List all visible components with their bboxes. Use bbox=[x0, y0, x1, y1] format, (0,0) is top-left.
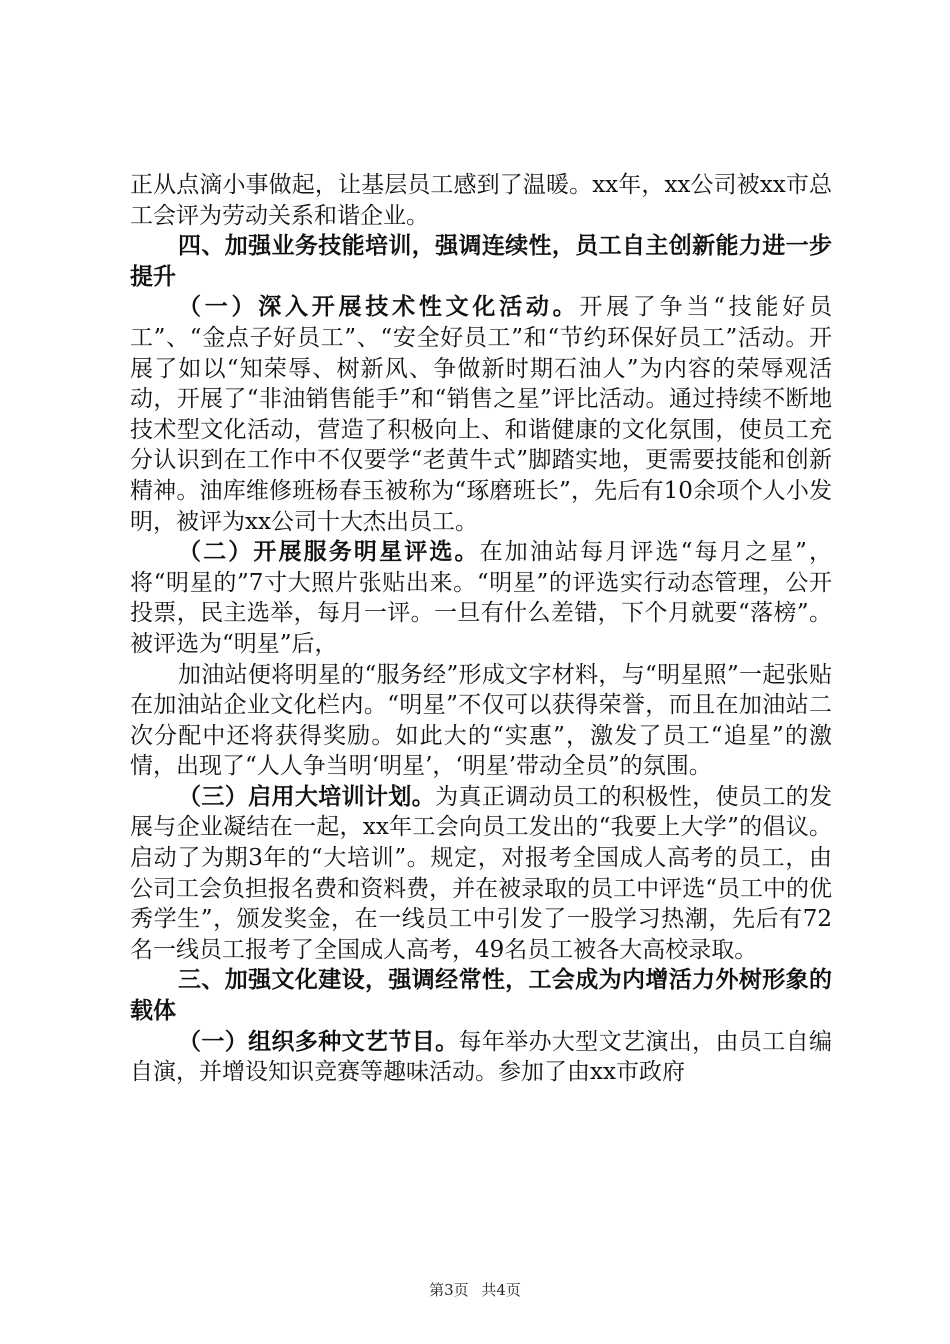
paragraph-plain: 加油站便将明星的“服务经”形成文字材料，与“明星照”一起张贴在加油站企业文化栏内。“明星”不仅可以获得荣誉，而且在加油站二次分配中还将获得奖励。如此大的“实惠”，激发了员工“追星”的激情，出现了“人人争当明‘明星’，‘明星’带动全员”的氛围。 bbox=[130, 661, 832, 780]
paragraph-item-3 bbox=[130, 782, 832, 966]
item-lead: （一）深入开展技术性文化活动。 bbox=[178, 294, 580, 321]
section-heading-four: 四、加强业务技能培训，强调连续性，员工自主创新能力进一步提升 bbox=[130, 233, 832, 290]
paragraph-item-1 bbox=[130, 292, 832, 537]
item-text: 开展了争当“技能好员工”、“金点子好员工”、“安全好员工”和“节约环保好员工”活动。开展了如以“知荣辱、树新风、争做新时期石油人”为内容的荣辱观活动，开展了“非油销售能手”和“销售之星”评比活动。通过持续不断地技术型文化活动，营造了积极向上、和谐健康的文化氛围，使员工充分认识到在工作中不仅要学“老黄牛式”脚踏实地，更需要技能和创新精神。油库维修班杨春玉被称为“琢磨班长”，先后有10余项个人小发明，被评为xx公司十大杰出员工。 bbox=[130, 294, 833, 535]
document-body bbox=[130, 170, 832, 1088]
section-heading-three: 三、加强文化建设，强调经常性，工会成为内增活力外树形象的载体 bbox=[130, 967, 832, 1025]
paragraph-item-2 bbox=[130, 537, 832, 659]
item-text: 在加油站每月评选“每月之星”，将“明星的”7寸大照片张贴出来。“明星”的评选实行动态管理，公开投票，民主选举，每月一评。一旦有什么差错，下个月就要“落榜”。被评选为“明星”后， bbox=[130, 539, 832, 657]
item-text: 每年举办大型文艺演出，由员工自编自演，并增设知识竞赛等趣味活动。参加了由xx市政府 bbox=[130, 1028, 833, 1086]
paragraph-continuation: 正从点滴小事做起，让基层员工感到了温暖。xx年，xx公司被xx市总工会评为劳动关系和谐企业。 bbox=[130, 172, 832, 229]
page-footer bbox=[0, 1279, 950, 1300]
page-number: 第3页 bbox=[429, 1281, 469, 1299]
item-lead: （三）启用大培训计划。 bbox=[178, 783, 436, 810]
item-lead: （一）组织多种文艺节目。 bbox=[178, 1028, 459, 1055]
item-lead: （二）开展服务明星评选。 bbox=[178, 539, 480, 566]
paragraph-item-4 bbox=[130, 1027, 832, 1088]
page-total: 共4页 bbox=[481, 1281, 521, 1299]
item-text: 为真正调动员工的积极性，使员工的发展与企业凝结在一起，xx年工会向员工发出的“我要上大学”的倡议。启动了为期3年的“大培训”。规定，对报考全国成人高考的员工，由公司工会负担报名费和资料费，并在被录取的员工中评选“员工中的优秀学生”，颁发奖金，在一线员工中引发了一股学习热潮，先后有72名一线员工报考了全国成人高考，49名员工被各大高校录取。 bbox=[130, 783, 833, 963]
